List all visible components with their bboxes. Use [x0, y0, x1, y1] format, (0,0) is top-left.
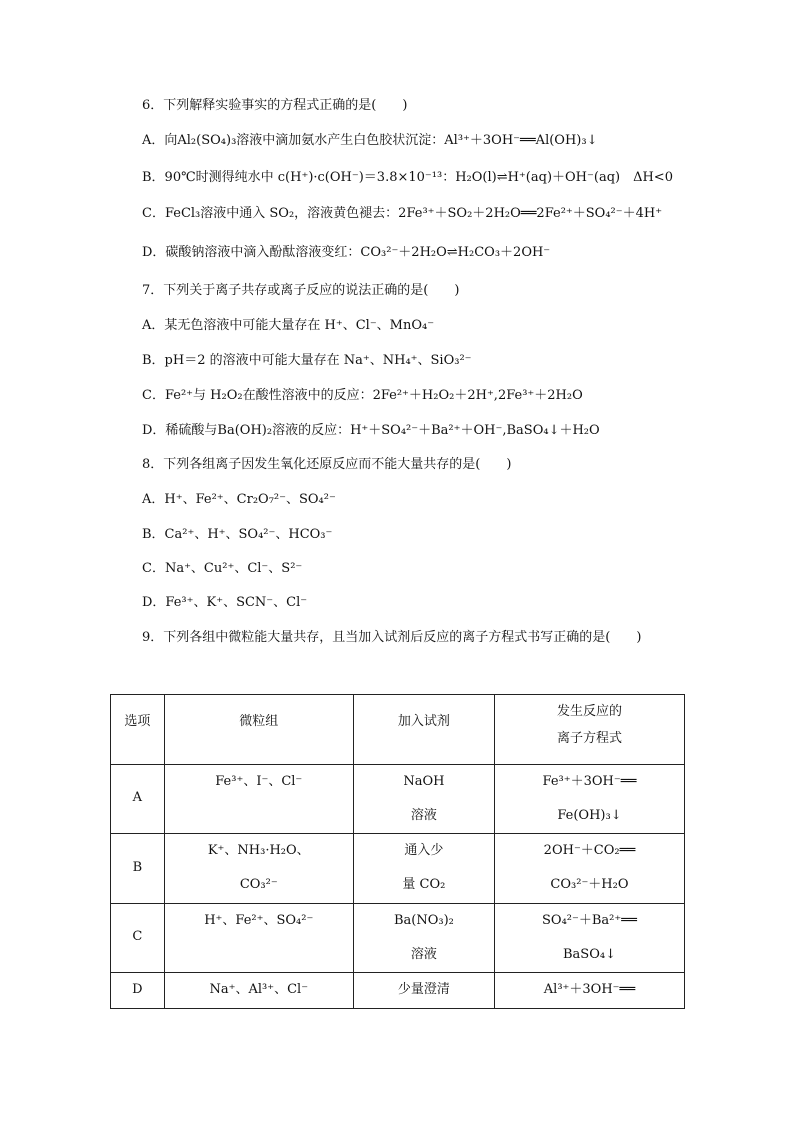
question-line-q8c: C．Na⁺、Cu²⁺、Cl⁻、S²⁻	[142, 561, 303, 576]
cell-equation-text: Al³⁺＋3OH⁻══	[543, 982, 636, 997]
cell-reagent-text: 少量澄清	[397, 982, 450, 997]
cell-reagent-text: 溶液	[410, 947, 437, 962]
table-row	[111, 904, 685, 973]
cell-reagent	[353, 765, 494, 834]
header-reagent: 加入试剂	[353, 695, 494, 765]
question-line-q7c: C．Fe²⁺与 H₂O₂在酸性溶液中的反应：2Fe²⁺＋H₂O₂＋2H⁺,2Fe³⁺＋2H₂O	[142, 388, 583, 403]
header-option: 选项	[111, 695, 165, 765]
question-line-q9: 9．下列各组中微粒能大量共存，且当加入试剂后反应的离子方程式书写正确的是( )	[142, 630, 642, 645]
cell-reagent-text: 溶液	[410, 808, 437, 823]
cell-equation	[494, 834, 684, 904]
cell-reagent-text: Ba(NO₃)₂	[393, 913, 454, 928]
cell-particles	[164, 834, 353, 904]
cell-option	[111, 834, 165, 904]
question-line-q7: 7．下列关于离子共存或离子反应的说法正确的是( )	[142, 283, 460, 298]
cell-option-text: B	[132, 860, 143, 875]
cell-particles-text: H⁺、Fe²⁺、SO₄²⁻	[204, 913, 314, 928]
cell-equation-text: CO₃²⁻＋H₂O	[550, 877, 629, 892]
cell-particles-text: K⁺、NH₃·H₂O、	[207, 843, 310, 858]
cell-particles-text: Na⁺、Al³⁺、Cl⁻	[209, 982, 309, 997]
cell-particles	[164, 973, 353, 1009]
cell-option	[111, 973, 165, 1009]
cell-particles	[164, 904, 353, 973]
cell-particles-text: CO₃²⁻	[239, 877, 278, 892]
cell-option	[111, 765, 165, 834]
table-row	[111, 765, 685, 834]
cell-equation-text: BaSO₄↓	[562, 947, 616, 962]
header-particles: 微粒组	[164, 695, 353, 765]
cell-option	[111, 904, 165, 973]
question-line-q8b: B．Ca²⁺、H⁺、SO₄²⁻、HCO₃⁻	[142, 527, 333, 542]
cell-equation-text: 2OH⁻＋CO₂══	[543, 843, 636, 858]
question-line-q8d: D．Fe³⁺、K⁺、SCN⁻、Cl⁻	[142, 595, 308, 610]
table-row	[111, 834, 685, 904]
cell-equation	[494, 973, 684, 1009]
cell-reagent-text: NaOH	[403, 774, 445, 789]
cell-equation-text: Fe³⁺＋3OH⁻══	[542, 774, 637, 789]
question-line-q6d: D．碳酸钠溶液中滴入酚酞溶液变红：CO₃²⁻＋2H₂O⇌H₂CO₃＋2OH⁻	[142, 245, 551, 260]
question-line-q6a: A．向Al₂(SO₄)₃溶液中滴加氨水产生白色胶状沉淀：Al³⁺＋3OH⁻══Al(OH)₃↓	[142, 133, 598, 148]
cell-option-text: C	[132, 929, 143, 944]
cell-reagent-text: 通入少	[404, 843, 444, 858]
cell-option-text: A	[132, 790, 143, 805]
cell-reagent	[353, 973, 494, 1009]
question-line-q7b: B．pH＝2 的溶液中可能大量存在 Na⁺、NH₄⁺、SiO₃²⁻	[142, 353, 472, 368]
cell-equation-text: Fe(OH)₃↓	[557, 808, 622, 823]
cell-particles	[164, 765, 353, 834]
cell-equation	[494, 765, 684, 834]
header-equation: 发生反应的 离子方程式	[494, 695, 684, 765]
table-row	[111, 973, 685, 1009]
question-line-q8a: A．H⁺、Fe²⁺、Cr₂O₇²⁻、SO₄²⁻	[142, 492, 336, 507]
cell-equation	[494, 904, 684, 973]
cell-option-text: D	[132, 982, 143, 997]
options-table	[110, 694, 685, 1009]
question-line-q7d: D．稀硫酸与Ba(OH)₂溶液的反应：H⁺＋SO₄²⁻＋Ba²⁺＋OH⁻,BaSO₄↓＋H₂O	[142, 423, 600, 438]
question-line-q6: 6．下列解释实验事实的方程式正确的是( )	[142, 98, 408, 113]
question-line-q8: 8．下列各组离子因发生氧化还原反应而不能大量共存的是( )	[142, 457, 512, 472]
question-line-q6c: C．FeCl₃溶液中通入 SO₂，溶液黄色褪去：2Fe³⁺＋SO₂＋2H₂O══2Fe²⁺＋SO₄²⁻＋4H⁺	[142, 206, 663, 221]
cell-particles-text: Fe³⁺、I⁻、Cl⁻	[215, 774, 303, 789]
cell-reagent	[353, 904, 494, 973]
cell-equation-text: SO₄²⁻＋Ba²⁺══	[542, 913, 637, 928]
question-line-q6b: B．90℃时测得纯水中 c(H⁺)·c(OH⁻)＝3.8×10⁻¹³：H₂O(l)⇌H⁺(aq)＋OH⁻(aq) ΔH<0	[142, 170, 673, 185]
cell-reagent	[353, 834, 494, 904]
cell-reagent-text: 量 CO₂	[402, 877, 446, 892]
table-header-row	[111, 695, 685, 765]
question-line-q7a: A．某无色溶液中可能大量存在 H⁺、Cl⁻、MnO₄⁻	[142, 318, 435, 333]
